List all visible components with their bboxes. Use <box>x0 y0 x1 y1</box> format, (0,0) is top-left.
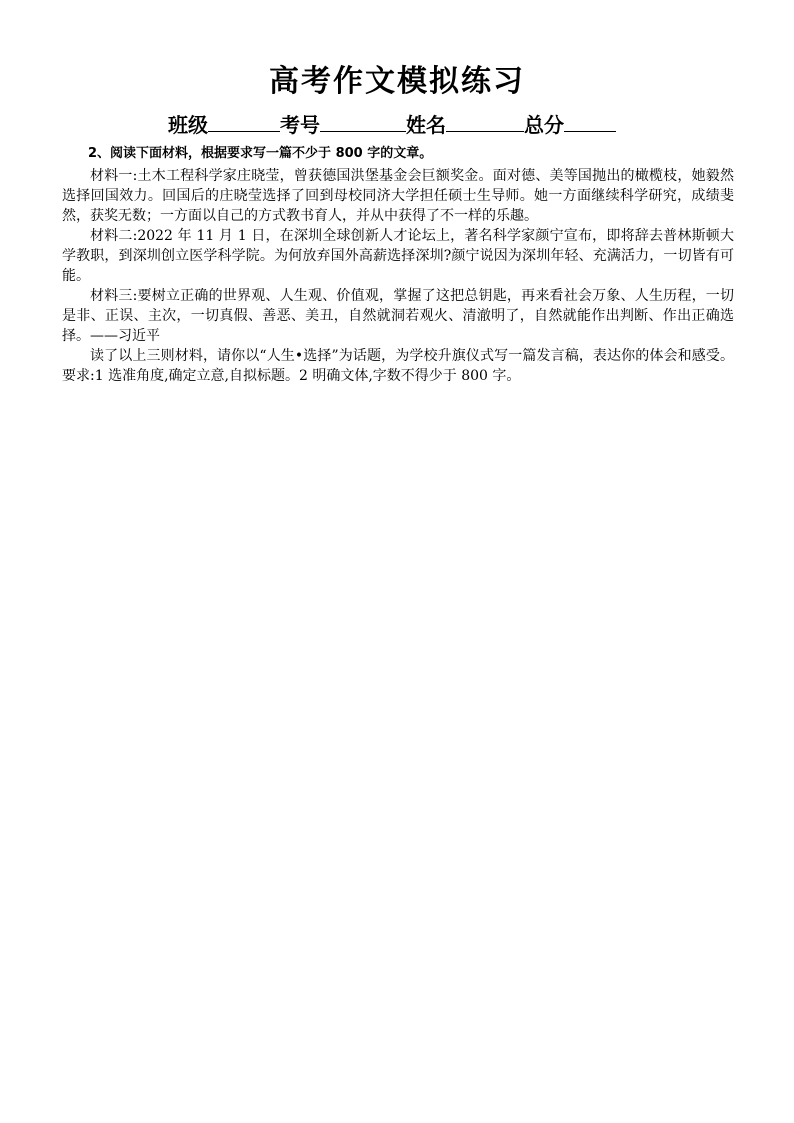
essay-content <box>62 144 734 386</box>
name-blank <box>446 113 524 132</box>
exam-no-blank <box>320 113 406 132</box>
class-label: 班级 <box>168 113 208 137</box>
material-one: 材料一:土木工程科学家庄晓莹，曾获德国洪堡基金会巨额奖金。面对德、美等国抛出的橄榄枝，她毅然选择回国效力。回国后的庄晓莹选择了回到母校同济大学担任硕士生导师。她一方面继续科学研究，成绩斐然，获奖无数；一方面以自己的方式教书育人，并从中获得了不一样的乐趣。 <box>62 168 734 224</box>
score-label: 总分 <box>524 113 564 137</box>
material-two: 材料二:2022 年 11 月 1 日，在深圳全球创新人才论坛上，著名科学家颜宁宣布，即将辞去普林斯顿大学教职，到深圳创立医学科学院。为何放弃国外高薪选择深圳?颜宁说因为深圳年轻、充满活力，一切皆有可能。 <box>62 228 734 284</box>
score-blank <box>564 113 616 132</box>
name-label: 姓名 <box>406 113 446 137</box>
essay-prompt: 2、阅读下面材料，根据要求写一篇不少于 800 字的文章。 <box>88 146 433 161</box>
material-three: 材料三:要树立正确的世界观、人生观、价值观，掌握了这把总钥匙，再来看社会万象、人生历程，一切是非、正误、主次，一切真假、善恶、美丑，自然就洞若观火、清澈明了，自然就能作出判断、作出正确选择。——习近平 <box>62 288 734 344</box>
class-blank <box>208 113 280 132</box>
writing-requirement: 读了以上三则材料，请你以“人生•选择”为话题，为学校升旗仪式写一篇发言稿，表达你的体会和感受。要求:1 选准角度,确定立意,自拟标题。2 明确文体,字数不得少于 800 字。 <box>62 348 734 384</box>
page-title: 高考作文模拟练习 <box>269 64 525 99</box>
student-info-line <box>168 112 638 138</box>
exam-no-label: 考号 <box>280 113 320 137</box>
